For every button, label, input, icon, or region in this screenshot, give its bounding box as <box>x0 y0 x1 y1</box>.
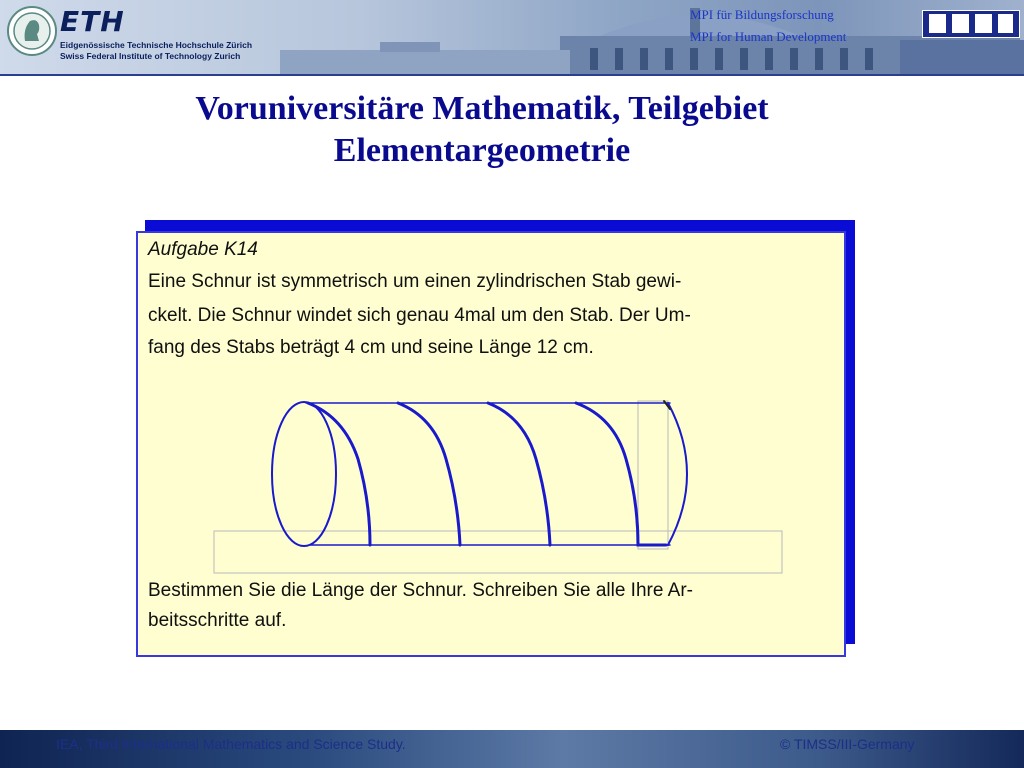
task-card <box>136 231 846 657</box>
eth-logo: ETH <box>60 5 125 38</box>
eth-name-german: Eidgenössische Technische Hochschule Zürich <box>60 40 253 50</box>
question-line-2: beitsschritte auf. <box>148 610 287 631</box>
question-line-1: Bestimmen Sie die Länge der Schnur. Schreiben Sie alle Ihre Ar- <box>148 580 693 601</box>
task-text-line-1: Eine Schnur ist symmetrisch um einen zylindrischen Stab gewi- <box>148 271 682 292</box>
figure-right-box <box>638 401 668 549</box>
title-line-2: Elementargeometrie <box>333 132 631 169</box>
footer-copyright: © TIMSS/III-Germany <box>780 736 915 752</box>
task-text-line-3: fang des Stabs beträgt 4 cm und seine Länge 12 cm. <box>148 337 594 358</box>
task-label: Aufgabe K14 <box>148 239 258 260</box>
string-winding-2 <box>398 403 460 545</box>
cylinder-left-end <box>272 402 336 546</box>
string-winding-3 <box>488 403 550 545</box>
cylinder-right-end <box>668 403 687 545</box>
title-line-1: Voruniversitäre Mathematik, Teilgebiet <box>195 90 769 127</box>
string-winding-1 <box>308 403 370 545</box>
task-text-line-2: ckelt. Die Schnur windet sich genau 4mal um den Stab. Der Um- <box>148 305 691 326</box>
mpi-name-german: MPI für Bildungsforschung <box>690 7 834 22</box>
string-winding-4 <box>576 403 666 545</box>
header-banner <box>0 0 1024 76</box>
footer-source: IEA, Third International Mathematics and Science Study. <box>56 736 406 752</box>
timss-logo <box>922 10 1020 38</box>
mpi-name-english: MPI for Human Development <box>690 29 847 44</box>
page-title <box>60 88 904 172</box>
header-divider <box>0 74 1024 76</box>
eth-name-english: Swiss Federal Institute of Technology Zurich <box>60 51 241 61</box>
figure-baseline-box <box>214 531 782 573</box>
max-planck-logo <box>7 6 57 56</box>
building-photo <box>0 0 1024 76</box>
